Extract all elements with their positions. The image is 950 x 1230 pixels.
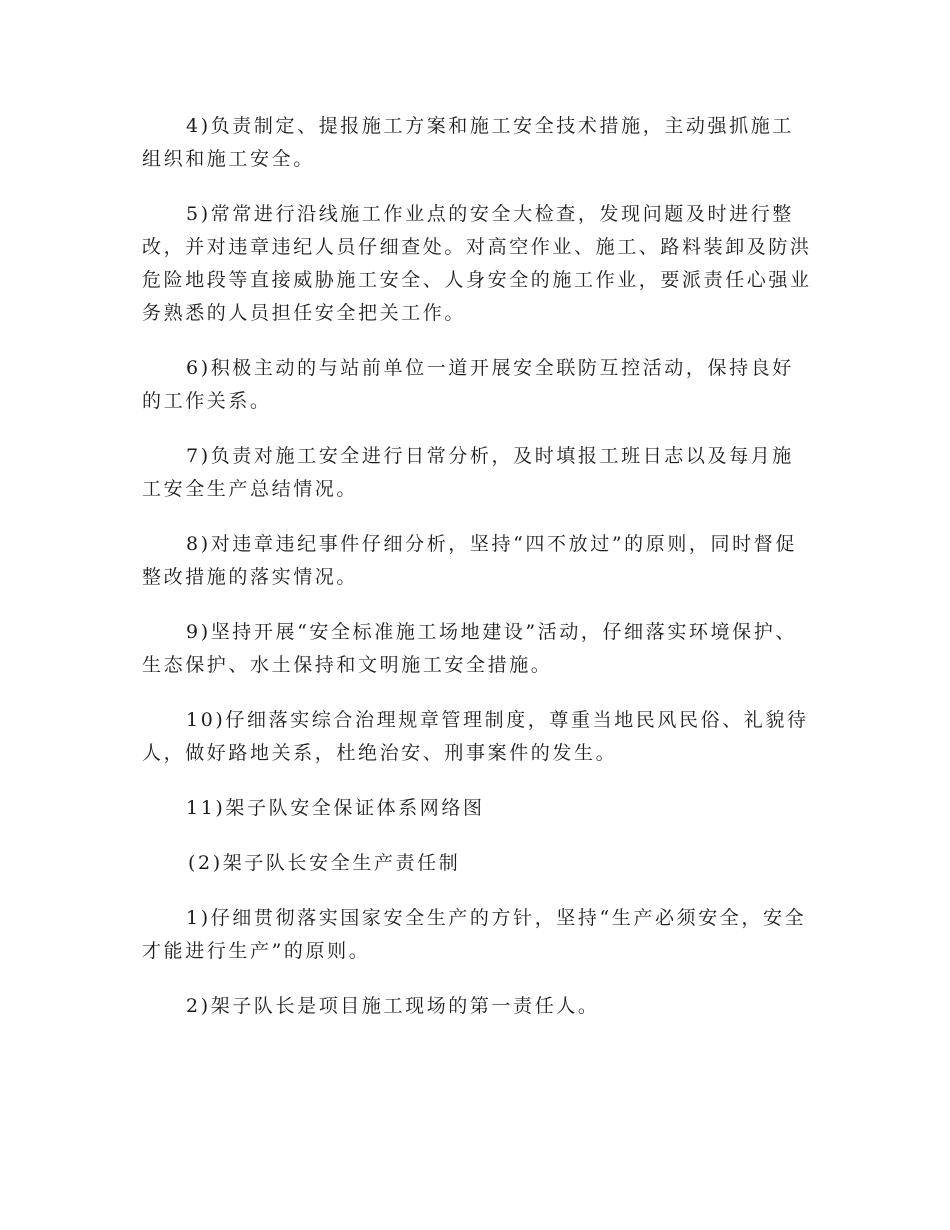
paragraph-item-5: 5)常常进行沿线施工作业点的安全大检查，发现问题及时进行整改，并对违章违纪人员仔细查处。对高空作业、施工、路料装卸及防洪危险地段等直接威胁施工安全、人身安全的施工作业，要派责任心强业务熟悉的人员担任安全把关工作。	[142, 203, 812, 324]
section-heading: (2)架子队长安全生产责任制	[188, 852, 461, 874]
document-body	[142, 110, 812, 1045]
paragraph-item-1: 1)仔细贯彻落实国家安全生产的方针，坚持“生产必须安全，安全才能进行生产”的原则。	[142, 907, 807, 962]
paragraph-item-7: 7)负责对施工安全进行日常分析，及时填报工班日志以及每月施工安全生产总结情况。	[142, 445, 794, 500]
paragraph-item-9: 9)坚持开展“安全标准施工场地建设”活动，仔细落实环境保护、生态保护、水土保持和文明施工安全措施。	[142, 621, 797, 676]
paragraph-item-8: 8)对违章违纪事件仔细分析，坚持“四不放过”的原则，同时督促整改措施的落实情况。	[142, 533, 797, 588]
paragraph-item-10: 10)仔细落实综合治理规章管理制度，尊重当地民风民俗、礼貌待人，做好路地关系，杜绝治安、刑事案件的发生。	[142, 709, 809, 764]
paragraph-item-4: 4)负责制定、提报施工方案和施工安全技术措施，主动强抓施工组织和施工安全。	[142, 115, 794, 170]
paragraph-item-11: 11)架子队安全保证体系网络图	[186, 797, 485, 819]
paragraph-item-6: 6)积极主动的与站前单位一道开展安全联防互控活动，保持良好的工作关系。	[142, 357, 794, 412]
paragraph-item-2: 2)架子队长是项目施工现场的第一责任人。	[186, 995, 600, 1017]
